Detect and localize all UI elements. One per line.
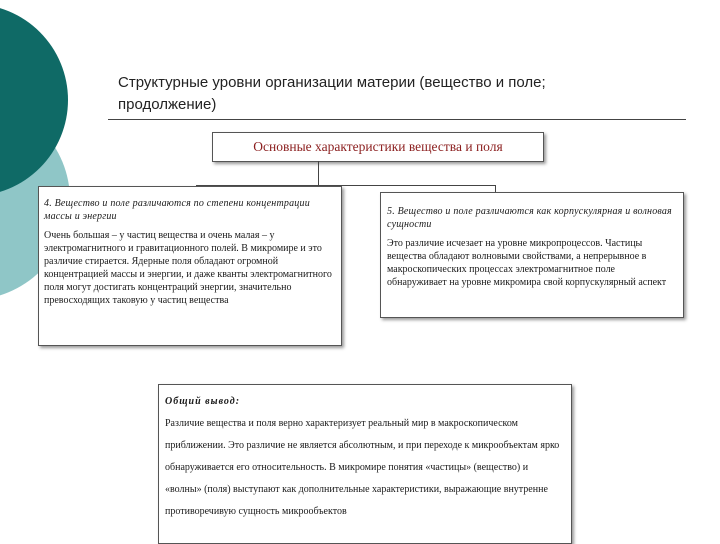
characteristic-4-heading: 4. Вещество и поле различаются по степени концентрации массы и энергии	[44, 198, 310, 222]
slide-title-line1: Структурные уровни организации материи (вещество и поле;	[118, 74, 546, 91]
conclusion-box	[158, 384, 572, 544]
connector-stem	[318, 161, 319, 185]
main-heading-text: Основные характеристики вещества и поля	[253, 139, 503, 154]
characteristic-5-body: Это различие исчезает на уровне микропроцессов. Частицы вещества обладают волновыми свойствами, а непрерывное в макроскопических процессах электромагнитное поле обнаруживает на уровне микромира свой корпускулярный аспект	[387, 238, 667, 288]
conclusion-body: Различие вещества и поля верно характеризует реальный мир в макроскопическом приближении. Это различие не является абсолютным, и при переходе к микрообъектам ярко обнаруживается его относительность. В микромире понятия «частицы» (вещество) и «волны» (поля) выступают как дополнительные характеристики, выражающие внутренне противоречивую сущность микрообъектов	[165, 418, 560, 517]
characteristic-5-heading: 5. Вещество и поле различаются как корпускулярная и волновая сущности	[387, 206, 672, 230]
characteristic-box-5	[380, 192, 684, 318]
slide-title-line2: продолжение)	[118, 96, 217, 113]
slide-title	[118, 72, 638, 116]
conclusion-heading: Общий вывод:	[165, 396, 241, 407]
characteristic-4-body: Очень большая – у частиц вещества и очень малая – у электромагнитного и гравитационного полей. В микромире и это различие стирается. Ядерные поля обладают огромной концентрацией массы и энергии, и даже кванты электромагнитного поля могут достигать концентраций энергии, значительно превосходящих таковую у частиц вещества	[44, 230, 332, 306]
title-divider	[108, 119, 686, 120]
characteristic-box-4	[38, 186, 342, 346]
main-heading-box	[212, 132, 544, 162]
